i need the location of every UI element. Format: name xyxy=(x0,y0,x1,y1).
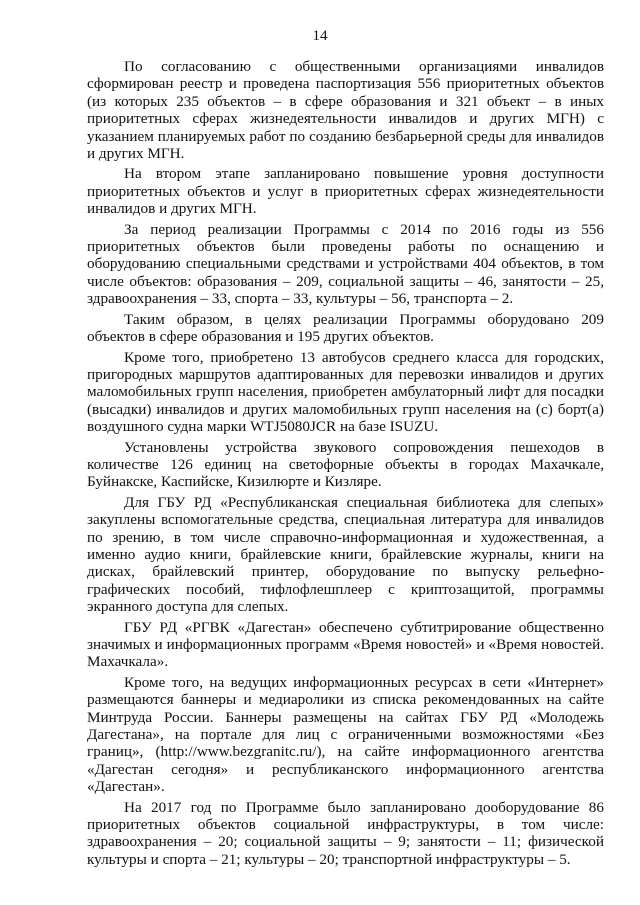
paragraph: Кроме того, приобретено 13 автобусов среднего класса для городских, пригородных маршрутов адаптированных для перевозки инвалидов и других маломобильных групп населения, приобретен амбулаторный лифт для посадки (высадки) инвалидов и других маломобильных групп населения на (с) борт(а) воздушного судна марки WTJ5080JCR на базе ISUZU. xyxy=(87,348,604,436)
document-body xyxy=(87,58,604,871)
paragraph: По согласованию с общественными организациями инвалидов сформирован реестр и проведена паспортизация 556 приоритетных объектов (из которых 235 объектов – в сфере образования и 321 объект – в иных приоритетных сферах жизнедеятельности инвалидов и других МГН) с указанием планируемых работ по созданию безбарьерной среды для инвалидов и других МГН. xyxy=(87,58,604,163)
paragraph: На втором этапе запланировано повышение уровня доступности приоритетных объектов и услуг в приоритетных сферах жизнедеятельности инвалидов и других МГН. xyxy=(87,165,604,218)
paragraph: Кроме того, на ведущих информационных ресурсах в сети «Интернет» размещаются баннеры и медиаролики из списка рекомендованных на сайте Минтруда России. Баннеры размещены на сайтах ГБУ РД «Молодежь Дагестана», на портале для лиц с ограниченными возможностями «Без границ», (http://www.bezgranitc.ru/), на сайте информационного агентства «Дагестан сегодня» и республиканского информационного агентства «Дагестан». xyxy=(87,673,604,796)
paragraph: Таким образом, в целях реализации Программы оборудовано 209 объектов в сфере образования и 195 других объектов. xyxy=(87,310,604,346)
paragraph: Для ГБУ РД «Республиканская специальная библиотека для слепых» закуплены вспомогательные средства, специальная литература для инвалидов по зрению, в том числе справочно-информационная и художественная, а именно аудио книги, брайлевские книги, брайлевские журналы, книги на дисках, брайлевский принтер, оборудование по выпуску рельефно-графических пособий, тифлофлешплеер с криптозащитой, программы экранного доступа для слепых. xyxy=(87,493,604,616)
paragraph: Установлены устройства звукового сопровождения пешеходов в количестве 126 единиц на светофорные объекты в городах Махачкале, Буйнакске, Каспийске, Кизилюрте и Кизляре. xyxy=(87,438,604,491)
paragraph: ГБУ РД «РГВК «Дагестан» обеспечено субтитрирование общественно значимых и информационных программ «Время новостей» и «Время новостей. Махачкала». xyxy=(87,618,604,671)
page-number: 14 xyxy=(312,28,328,44)
paragraph: За период реализации Программы с 2014 по 2016 годы из 556 приоритетных объектов были проведены работы по оснащению и оборудованию специальными средствами и устройствами 404 объектов, в том числе объектов: образования – 209, социальной защиты – 46, занятости – 25, здравоохранения – 33, спорта – 33, культуры – 56, транспорта – 2. xyxy=(87,220,604,308)
paragraph: На 2017 год по Программе было запланировано дооборудование 86 приоритетных объектов социальной инфраструктуры, в том числе: здравоохранения – 20; социальной защиты – 9; занятости – 11; физической культуры и спорта – 21; культуры – 20; транспортной инфраструктуры – 5. xyxy=(87,798,604,868)
